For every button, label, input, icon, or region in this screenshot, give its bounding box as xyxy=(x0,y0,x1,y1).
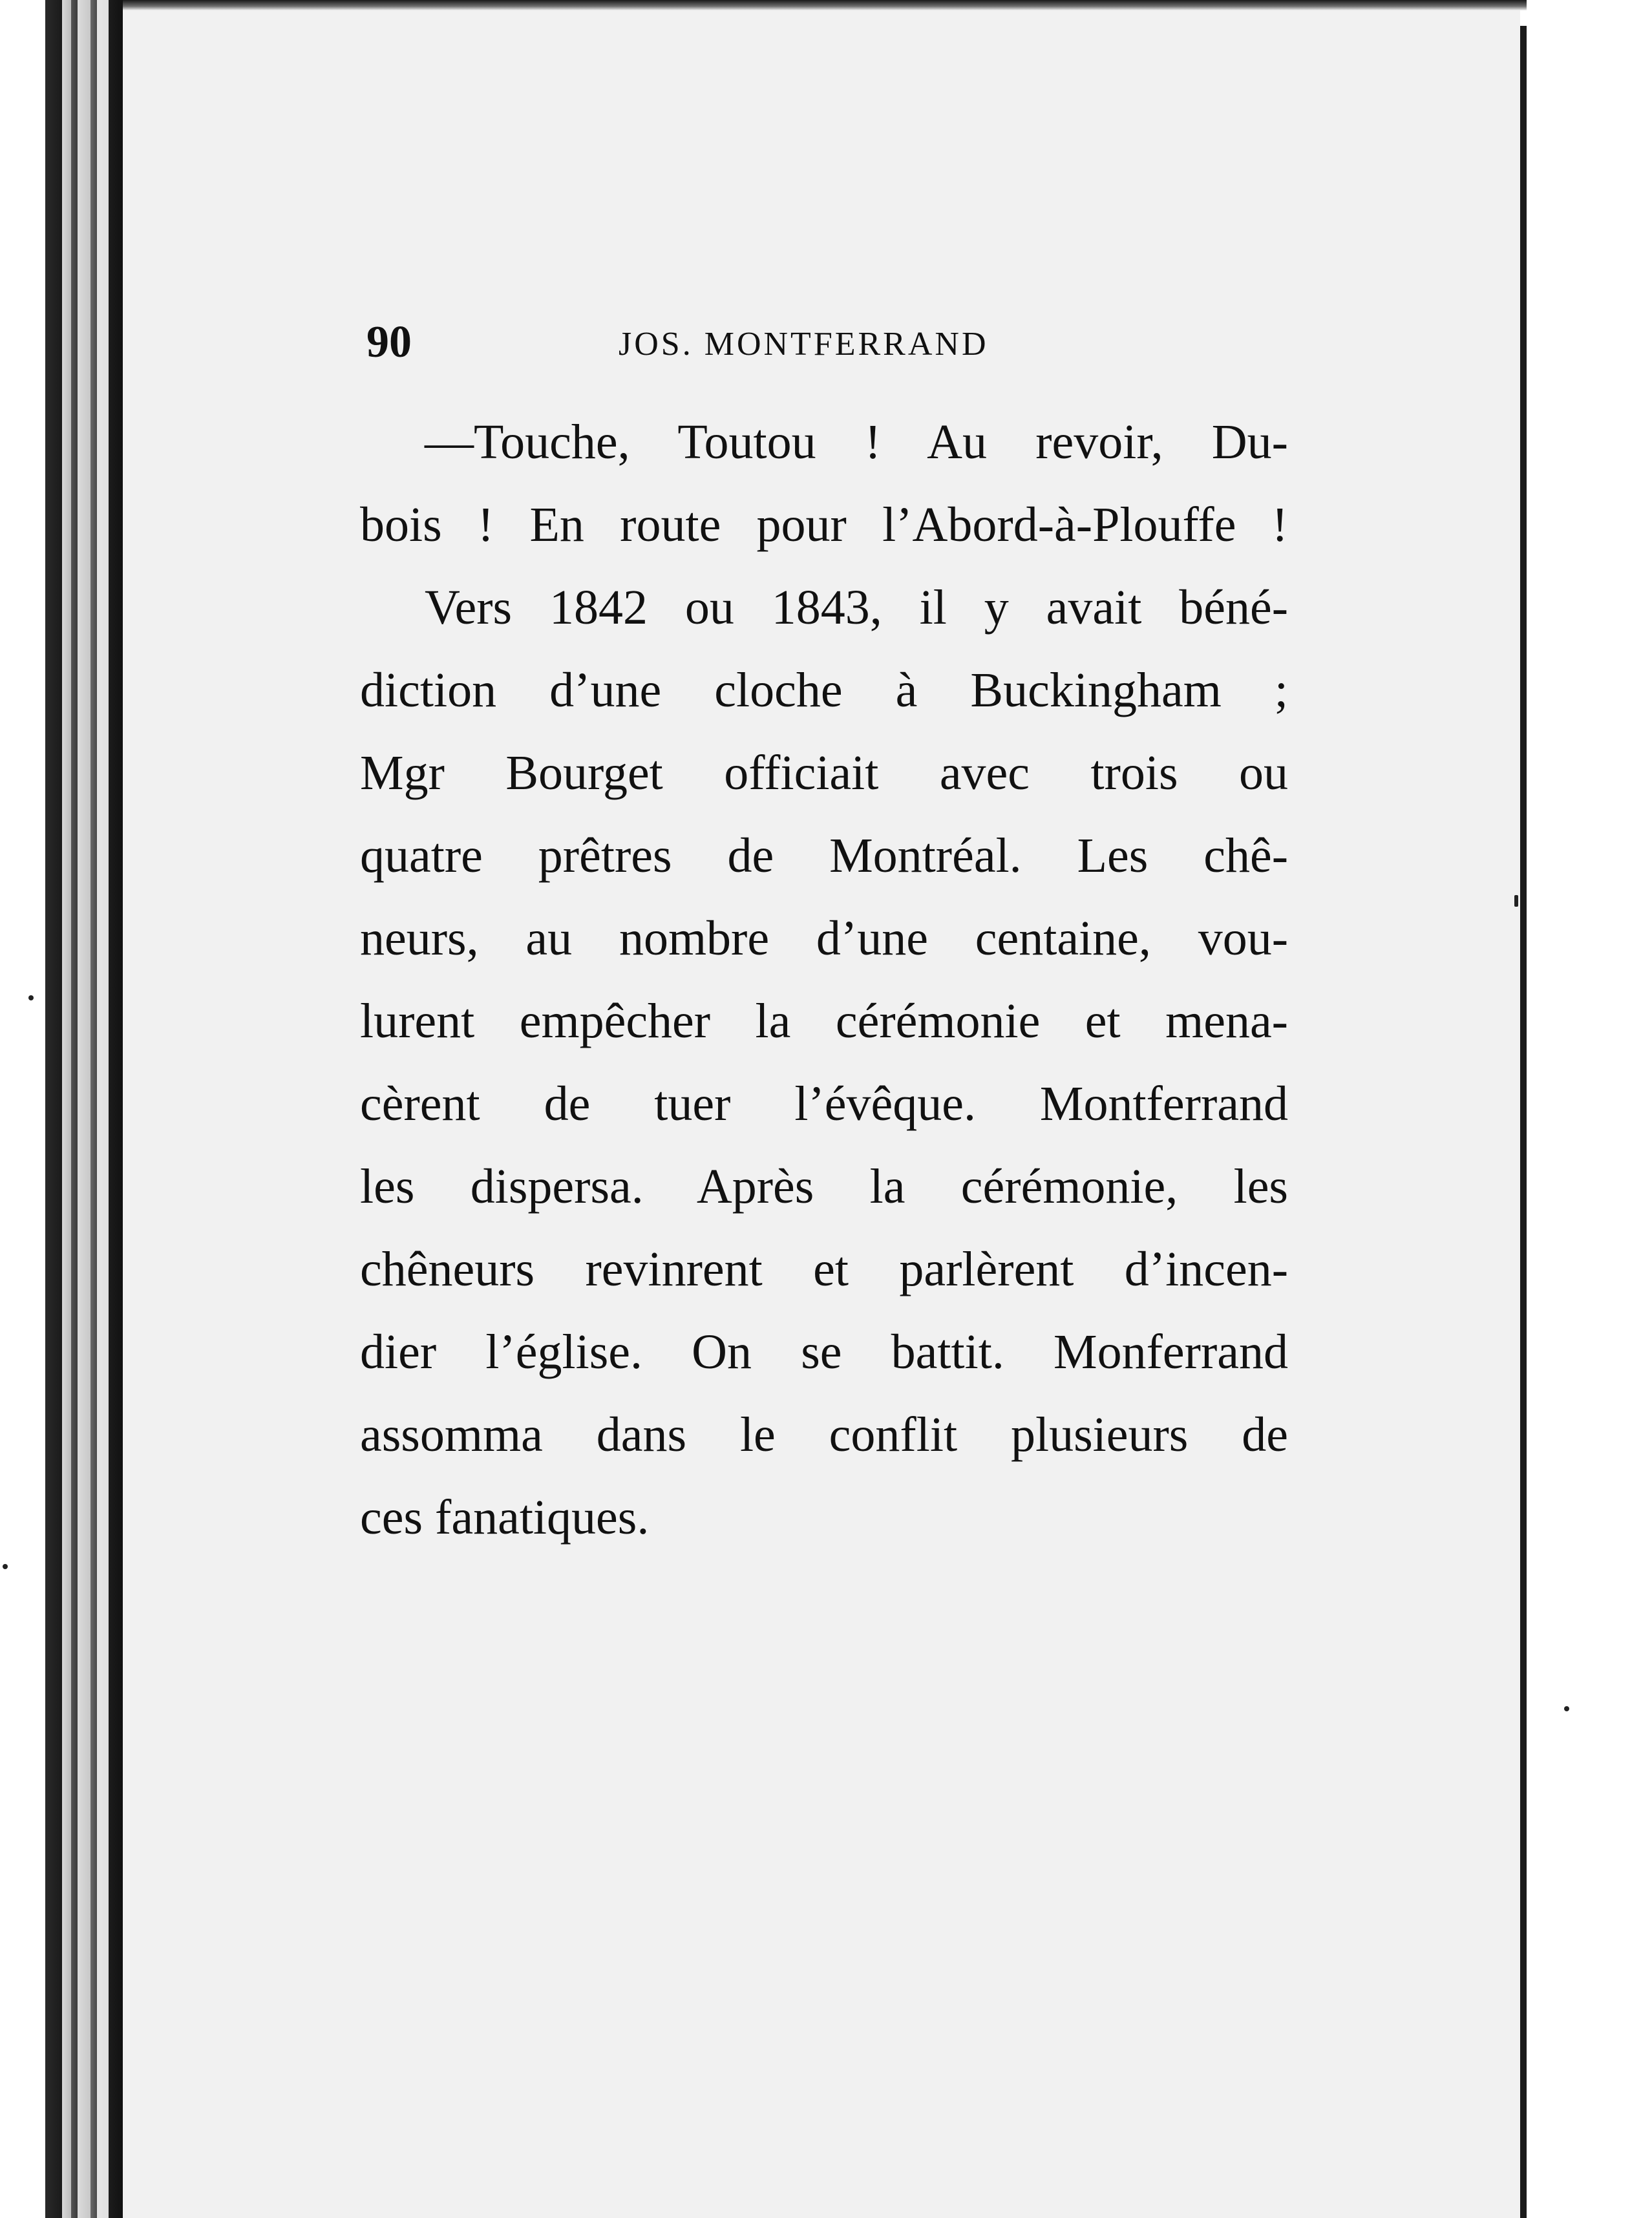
scan-speck xyxy=(3,1564,8,1569)
text-line: —Touche, Toutou ! Au revoir, Du- xyxy=(425,415,1288,469)
paragraph xyxy=(360,566,1288,1559)
text-line: Vers 1842 ou 1843, il y avait béné- xyxy=(425,580,1288,635)
right-page-edge xyxy=(1520,26,1527,2218)
scan-speck xyxy=(28,995,34,1000)
body-text xyxy=(360,401,1288,1559)
text-line: assomma dans le conflit plusieurs de xyxy=(360,1408,1288,1462)
text-line: cèrent de tuer l’évêque. Montferrand xyxy=(360,1077,1288,1131)
next-leaf-margin xyxy=(1527,0,1652,2218)
paragraph xyxy=(360,401,1288,566)
text-line: Mgr Bourget officiait avec trois ou xyxy=(360,746,1288,800)
text-line: diction d’une cloche à Buckingham ; xyxy=(360,663,1288,717)
text-line: les dispersa. Après la cérémonie, les xyxy=(360,1159,1288,1214)
left-page-edge xyxy=(0,0,123,2218)
text-line: neurs, au nombre d’une centaine, vou- xyxy=(360,911,1288,966)
text-line: quatre prêtres de Montréal. Les chê- xyxy=(360,829,1288,883)
page-number: 90 xyxy=(366,317,412,367)
scan-speck xyxy=(1564,1706,1569,1711)
text-line: ces fanatiques. xyxy=(360,1490,650,1545)
running-head: JOS. MONTFERRAND xyxy=(619,326,989,363)
text-line: dier l’église. On se battit. Monferrand xyxy=(360,1325,1288,1379)
scan-speck xyxy=(1514,895,1518,907)
text-line: bois ! En route pour l’Abord-à-Plouffe ! xyxy=(360,498,1288,552)
page-header xyxy=(366,313,1295,372)
top-edge-shadow xyxy=(123,0,1652,10)
text-line: lurent empêcher la cérémonie et mena- xyxy=(360,994,1288,1048)
text-line: chêneurs revinrent et parlèrent d’incen- xyxy=(360,1242,1288,1296)
